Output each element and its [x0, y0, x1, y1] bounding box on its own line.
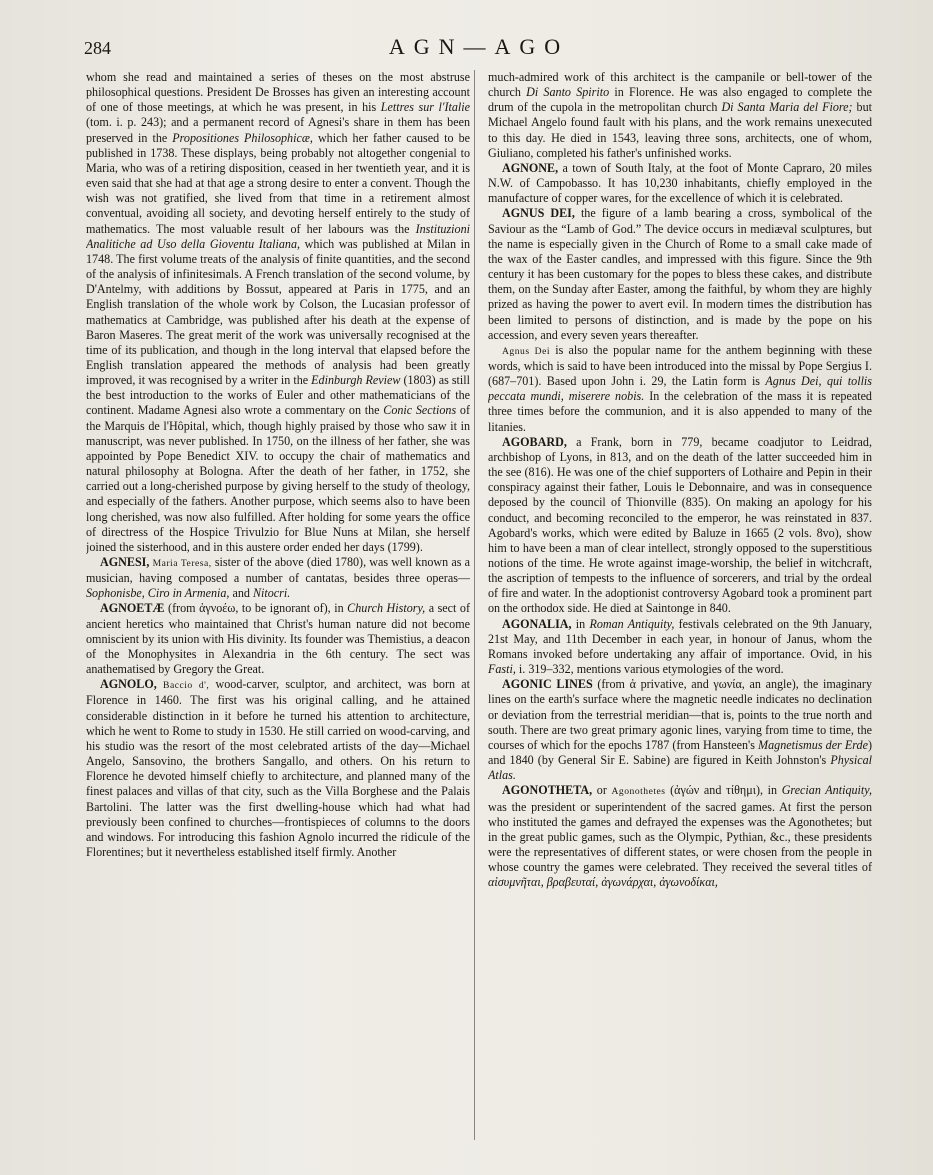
entry-headword: AGOBARD, — [502, 434, 567, 449]
body-text: and — [229, 586, 253, 601]
entry-headword: AGONIC LINES — [502, 677, 593, 692]
body-text: (tom. i. p. 243); and a permanent record of Agnesi's share in them has been preserved in the — [86, 115, 470, 145]
small-caps-text: Maria Teresa, — [152, 558, 212, 569]
body-text: (from ἀ privative, and γωνία, an angle), the imaginary lines on the earth's surface where the magnetic needle indicates no declination or deviation from the terrestrial meridian—that is, points to the true north and south. There are two great primary agonic lines, varying from time to time, the courses of which for the epochs 1787 (from Hansteen's — [488, 677, 872, 752]
small-caps-text: Baccio d', — [163, 680, 210, 692]
entry-paragraph — [86, 601, 470, 677]
italic-text: Physical Atlas. — [488, 753, 872, 783]
body-text: In the celebration of the mass it is repeated three times before the communion, and it is also appended to many of the litanies. — [488, 389, 872, 434]
italic-text: Di Santo Spirito — [526, 85, 610, 100]
entry-headword: AGNONE, — [502, 160, 559, 175]
italic-text: Conic Sections — [383, 403, 457, 418]
entry-paragraph — [488, 343, 872, 435]
entry-paragraph — [488, 617, 872, 678]
body-text: (ἀγών and τίθημι), in — [665, 783, 782, 798]
body-text: festivals celebrated on the 9th January, 21st May, and 11th December in each year, in honour of Janus, whom the Romans invoked before undertaking any affair of importance. Ovid, in his — [488, 616, 872, 661]
italic-text: Fasti, — [488, 662, 516, 677]
body-text: or — [592, 783, 612, 798]
body-text: (1803) as still the best introduction to the works of Euler and other mathematicians of the continent. Madame Agnesi also wrote a commentary on the — [86, 373, 470, 418]
continued-paragraph — [488, 70, 872, 161]
italic-text: Nitocri. — [252, 586, 291, 601]
small-caps-text: Agonothetes — [611, 786, 666, 798]
italic-text: Grecian Antiquity, — [781, 783, 872, 798]
italic-text: Instituzioni Analitiche ad Uso della Gioventu Italiana, — [86, 221, 470, 251]
body-text: in — [571, 616, 590, 631]
body-text: a Frank, born in 779, became coadjutor to Leidrad, archbishop of Lyons, in 813, and on the death of the latter succeeded him in the see (816). He was one of the chief supporters of Lothaire and Pepin in their conspiracy against their father, Louis le Debonnaire, and was in consequence deposed by the council of Thionville (835). On making an apology for his conduct, and becoming reconciled to the emperor, he was reinstated in 837. Agobard's works, which were edited by Baluze in 1665 (2 vols. 8vo), show him to have been a man of clear intellect, strongly opposed to the superstitious notions of the time. He wrote against image-worship, the belief in witchcraft, the ascription of tempests to the influence of sorcerers, and trial by the ordeal of fire and water. In the adoptionist controversy Agobard took a prominent part on the orthodox side. He died at Saintonge in 840. — [488, 434, 872, 616]
body-text: ) and 1840 (by General Sir E. Sabine) are figured in Keith Johnston's — [488, 737, 872, 768]
entry-paragraph — [86, 677, 470, 860]
italic-text: Edinburgh Review — [311, 373, 401, 388]
body-text: i. 319–332, mentions various etymologies of the word. — [515, 662, 784, 677]
entry-headword: AGONOTHETA, — [502, 783, 593, 798]
entry-headword: AGONALIA, — [502, 616, 572, 631]
body-text: much-admired work of this architect is the campanile or bell-tower of the church — [488, 70, 872, 100]
entry-headword: AGNOLO, — [100, 677, 164, 692]
body-text: the figure of a lamb bearing a cross, symbolical of the Saviour as the “Lamb of God.” The device occurs in mediæval sculptures, but the name is especially given in the Church of Rome to a small cake made of the wax of the Easter candles, and impressed with this figure. Since the 9th century it has been customary for the popes to bless these cakes, and distribute them, on the Sunday after Easter, among the faithful, by whom they are highly prized as having the power to avert evil. In modern times the distribution has been limited to persons of distinction, and is made by the pope on his accession, and every seven years thereafter. — [488, 206, 872, 342]
italic-text: Roman Antiquity, — [589, 616, 675, 631]
body-text: a sect of ancient heretics who maintained that Christ's human nature did not become omniscient by its union with His divinity. Its founder was Themistius, a deacon of the Monophysites in Alexandria in the 6th century. The sect was anathematised by Gregory the Great. — [86, 601, 470, 677]
running-head: AGN—AGO — [388, 34, 570, 59]
italic-text: Magnetismus der Erde — [758, 737, 868, 752]
italic-text: Lettres sur l'Italie — [380, 100, 470, 115]
body-text: was the president or superintendent of the sacred games. At first the person who instituted the games and defrayed the expenses was the Agonothetes; but in the great public games, such as the Olympic, Pythian, &c., these presidents were the representatives of different states, or were chosen from the people in whose country the games were celebrated. They received the several titles of — [488, 799, 872, 875]
italic-text: Church History, — [347, 601, 426, 616]
entry-paragraph — [488, 783, 872, 890]
body-text: a town of South Italy, at the foot of Monte Capraro, 20 miles N.W. of Campobasso. It has 10,230 inhabitants, chiefly employed in the manufacture of copper wares, for the excellence of which it is celebrated. — [488, 160, 872, 206]
body-text: is also the popular name for the anthem beginning with these words, which is said to have been introduced into the missal by Pope Sergius I. (687–701). Based upon John i. 29, the Latin form is — [488, 342, 872, 389]
body-text: of the Marquis de l'Hôpital, which, though highly praised by those who saw it in manuscript, was never published. In 1750, on the illness of her father, she was appointed by Pope Benedict XIV. to occupy the chair of mathematics and natural philosophy at Bologna. After the death of her father, in 1752, she carried out a long-cherished purpose by giving herself to the study of theology, and especially of the fathers. Another purpose, which seems also to have been long cherished, was now also fulfilled. After holding for some years the office of directress of the Hospice Trivulzio for Blue Nuns at Milan, she herself joined the sisterhood, and in this austere order ended her days (1799). — [86, 403, 470, 554]
left-column — [86, 70, 470, 1150]
body-text: which was published at Milan in 1748. The first volume treats of the analysis of finite quantities, and the second of the analysis of infinitesimals. A French translation of the second volume, by D'Antelmy, with additions by Bossut, appeared at Paris in 1775, and an English translation of the whole work by Colson, the Lucasian professor of mathematics at Cambridge, was published after his death at the expense of Baron Maseres. The great merit of the work was universally recognised at the time of its publication, and though in the long interval that elapsed before the English translation appeared the methods of analysis had been greatly improved, it was recognised by a writer in the — [86, 236, 470, 388]
body-text: in Florence. He was also engaged to complete the drum of the cupola in the metropolitan church — [488, 85, 872, 115]
column-divider — [474, 70, 475, 1140]
body-text: sister of the above (died 1780), was well known as a musician, having composed a number of cantatas, besides three operas— — [86, 555, 470, 586]
entry-headword: AGNOETÆ — [100, 601, 165, 616]
body-text: wood-carver, sculptor, and architect, was born at Florence in 1460. The first was his original calling, and he attained considerable distinction in it before he turned his attention to architecture, which he went to Rome to study in 1530. He still carried on wood-carving, and his studio was the resort of the most celebrated artists of the day—Michael Angelo, Sansovino, the brothers Sangallo, and others. On his return to Florence he devoted himself chiefly to architecture, and planned many of the finest palaces and villas of that city, such as the Villa Borghese and the Palais Bartolini. The latter was the first dwelling-house which had what had previously been confined to churches—frontispieces of columns to the doors and windows. For introducing this fashion Agnolo incurred the ridicule of the Florentines; but it nevertheless established itself firmly. Another — [86, 677, 470, 859]
body-text: which her father caused to be published in 1738. These displays, being probably not altogether congenial to Maria, who was of a retiring disposition, ceased in her twentieth year, and it is even said that she had at that age a strong desire to enter a convent. Though the wish was not gratified, she lived from that time in a retirement almost conventual, avoiding all society, and devoting herself entirely to the study of mathematics. The most valuable result of her labours was the — [86, 130, 470, 236]
entry-paragraph — [86, 555, 470, 601]
page-header — [84, 32, 874, 62]
entry-paragraph — [488, 206, 872, 342]
italic-text: Agnus Dei, qui tollis peccata mundi, miserere nobis. — [488, 374, 872, 404]
body-text: (from ἀγνοέω, to be ignorant of), in — [164, 601, 348, 616]
entry-headword: AGNUS DEI, — [502, 206, 575, 221]
page-number: 284 — [84, 38, 111, 58]
entry-paragraph — [488, 677, 872, 783]
entry-headword: AGNESI, — [100, 555, 153, 569]
entry-paragraph — [488, 435, 872, 617]
body-text: whom she read and maintained a series of theses on the most abstruse philosophical questions. President De Brosses has given an interesting account of one of those meetings, at which he was present, in his — [86, 70, 470, 115]
small-caps-text: Agnus Dei — [502, 345, 550, 357]
italic-text: Di Santa Maria del Fiore; — [721, 100, 853, 115]
italic-text: Sophonisbe, Ciro in Armenia, — [86, 586, 230, 601]
continued-paragraph — [86, 70, 470, 555]
body-text: but Michael Angelo found fault with his plans, and the work remains unexecuted to this day. He died in 1543, leaving three sons, architects, one of whom, Giuliano, completed his father's unfinished works. — [488, 100, 872, 160]
italic-text: Propositiones Philosophicæ, — [172, 130, 313, 145]
italic-text: αἰσυμνῆται, βραβευταί, ἀγωνάρχαι, ἀγωνοδίκαι, — [488, 875, 718, 890]
right-column — [488, 70, 872, 1150]
entry-paragraph — [488, 161, 872, 206]
